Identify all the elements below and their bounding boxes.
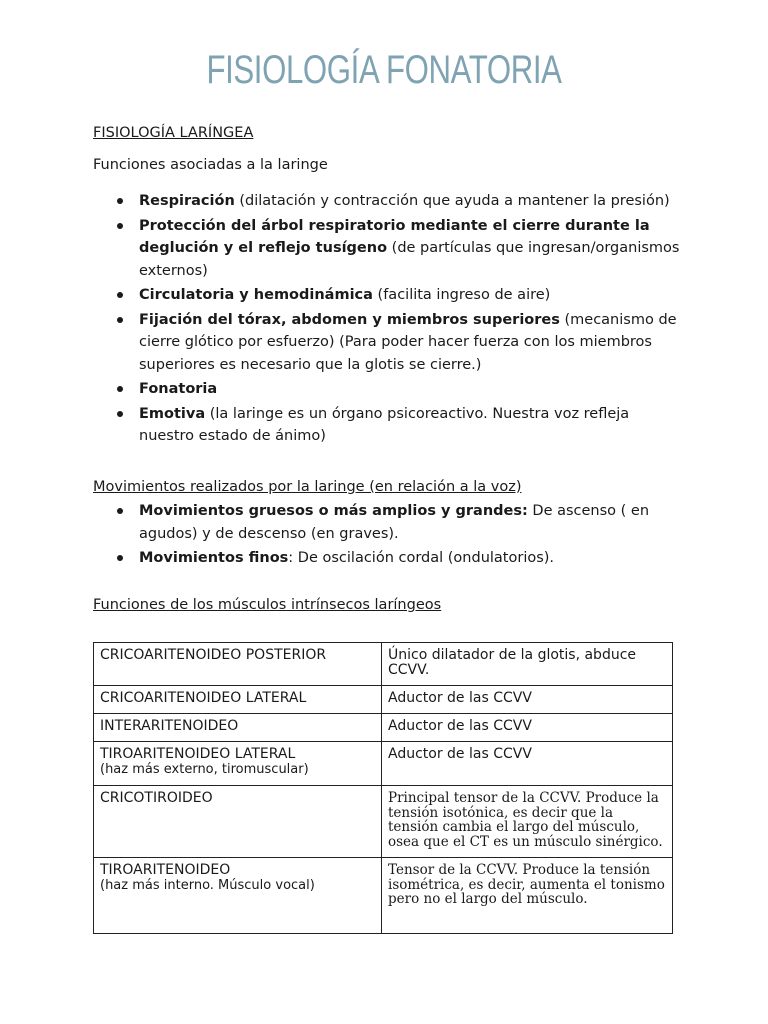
list-item: Protección del árbol respiratorio mediante el cierre durante la deglución y el reflejo tusígeno (de partículas que ingresan/organismos externos) (93, 215, 683, 283)
muscle-function: Tensor de la CCVV. Produce la tensión isométrica, es decir, aumenta el tonismo pero no el largo del músculo. (382, 858, 673, 934)
table-row (94, 742, 673, 786)
list-item: Fonatoria (93, 378, 683, 401)
muscle-function: Principal tensor de la CCVV. Produce la tensión isotónica, es decir que la tensión cambia el largo del músculo, osea que el CT es un músculo sinérgico. (382, 786, 673, 858)
muscle-name: CRICOARITENOIDEO LATERAL (100, 690, 307, 706)
muscles-table (93, 642, 673, 934)
section-intro: Funciones asociadas a la laringe (93, 157, 328, 173)
list-item: Fijación del tórax, abdomen y miembros superiores (mecanismo de cierre glótico por esfuerzo) (Para poder hacer fuerza con los miembros superiores es necesario que la glotis se cierre.) (93, 309, 683, 377)
muscle-function: Aductor de las CCVV (382, 742, 673, 786)
muscle-function: Único dilatador de la glotis, abduce CCVV. (382, 643, 673, 686)
movements-list (93, 500, 683, 572)
muscle-function: Aductor de las CCVV (382, 686, 673, 714)
functions-list (93, 190, 683, 450)
list-item: Emotiva (la laringe es un órgano psicoreactivo. Nuestra voz refleja nuestro estado de ánimo) (93, 403, 683, 448)
list-item: Circulatoria y hemodinámica (facilita ingreso de aire) (93, 284, 683, 307)
list-item: Respiración (dilatación y contracción que ayuda a mantener la presión) (93, 190, 683, 213)
list-item: Movimientos finos: De oscilación cordal (ondulatorios). (93, 547, 683, 570)
table-row (94, 643, 673, 686)
table-row (94, 786, 673, 858)
section-heading-musculos: Funciones de los músculos intrínsecos laríngeos (93, 597, 442, 613)
table-row (94, 858, 673, 934)
page-title: FISIOLOGÍA FONATORIA (206, 48, 562, 92)
table-row (94, 714, 673, 742)
muscle-name: CRICOTIROIDEO (100, 790, 213, 806)
muscle-subtitle: (haz más externo, tiromuscular) (100, 762, 309, 777)
muscle-name: TIROARITENOIDEO LATERAL (100, 746, 296, 762)
muscle-name: TIROARITENOIDEO (100, 862, 231, 878)
section-heading-laringea: FISIOLOGÍA LARÍNGEA (93, 125, 254, 141)
section-heading-movimientos: Movimientos realizados por la laringe (en relación a la voz) (93, 479, 522, 495)
muscle-name: INTERARITENOIDEO (100, 718, 239, 734)
muscle-function: Aductor de las CCVV (382, 714, 673, 742)
muscle-name: CRICOARITENOIDEO POSTERIOR (100, 647, 327, 663)
muscle-subtitle: (haz más interno. Músculo vocal) (100, 878, 315, 893)
table-row (94, 686, 673, 714)
list-item: Movimientos gruesos o más amplios y grandes: De ascenso ( en agudos) y de descenso (en graves). (93, 500, 683, 545)
